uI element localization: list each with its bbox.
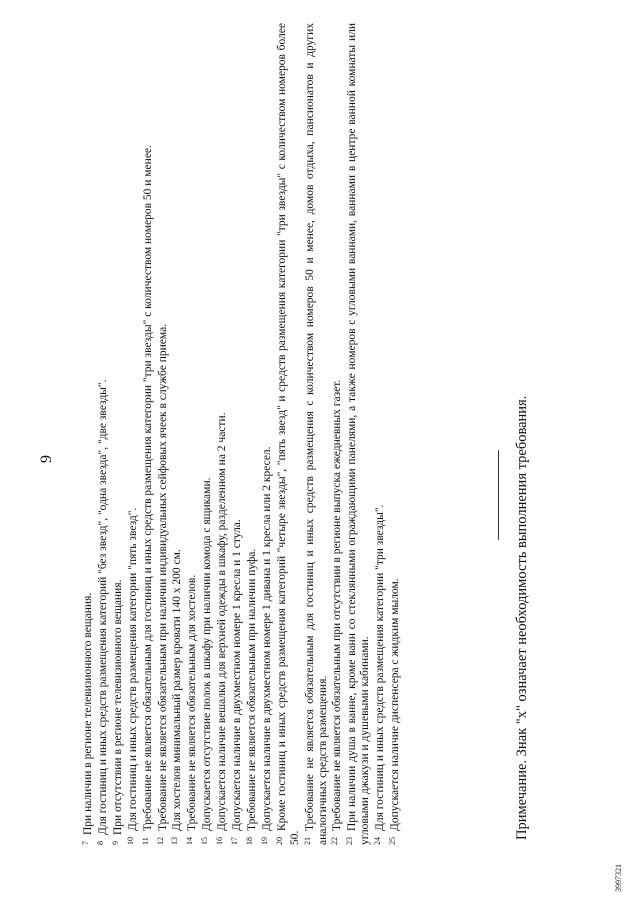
footnote-number: 21 (302, 837, 312, 845)
footnote-number: 23 (345, 837, 355, 845)
footnote-text: Требование не является обязательным для гостиниц и иных средств размещения с количеством номеров 50 и менее, домов отдыха, пансионатов и других аналогичных средств размещения. (303, 23, 329, 845)
footnote-number: 15 (200, 837, 210, 845)
footnote-number: 17 (230, 837, 240, 845)
footnotes-list (80, 23, 402, 845)
page-number: 9 (38, 455, 55, 463)
footnote-number: 18 (244, 837, 254, 845)
footnote-text: При отсутствии в регионе телевизионного вещания. (111, 579, 124, 835)
footnote-text: Допускается наличие в двухместном номере 1 дивана и 1 кресла или 2 кресел. (260, 446, 273, 831)
note-text: Примечание. Знак "х" означает необходимость выполнения требования. (514, 395, 530, 840)
footnote-text: Допускается наличие вешалки для верхней одежды в шкафу, разделенном на 2 части. (216, 412, 229, 831)
footnote-item (344, 23, 372, 845)
footnote-number: 12 (155, 837, 165, 845)
footnote-item (155, 23, 170, 845)
footnote-number: 8 (95, 841, 105, 845)
footnote-item (302, 23, 330, 845)
footnote-text: Для гостиниц и иных средств размещения категорий "без звезд", "одна звезда", "две звезды". (96, 379, 109, 835)
footnote-item (169, 23, 184, 845)
footnote-number: 11 (140, 837, 150, 845)
footnote-text: Требование не является обязательным при наличии индивидуальных сейфовых ячеек в службе приема. (156, 323, 169, 831)
footnote-text: При наличии в регионе телевизионного вещания. (82, 592, 94, 835)
footnote-text: Допускается наличие в двухместном номере 1 кресла и 1 стула. (231, 519, 244, 831)
footnote-number: 20 (274, 837, 284, 845)
footnote-number: 25 (388, 837, 398, 845)
footnote-text: Требование не является обязательным при отсутствии в регионе выпуска ежедневных газет. (331, 379, 344, 831)
footnote-item (184, 23, 199, 845)
footnote-item (229, 23, 244, 845)
footnote-text: Для гостиниц и иных средств размещения категории "пять звезд". (126, 507, 139, 831)
separator-line (498, 450, 499, 540)
footnote-number: 14 (185, 837, 195, 845)
footnote-item (125, 23, 140, 845)
footnote-text: Допускается наличие диспенсера с жидким мылом. (389, 578, 402, 831)
footnote-number: 7 (81, 841, 90, 845)
footnote-item (244, 23, 259, 845)
footnote-item (214, 23, 229, 845)
footnote-text: Требование не является обязательным для хостелов. (186, 574, 199, 831)
footnote-number: 22 (330, 837, 340, 845)
footnote-number: 16 (215, 837, 225, 845)
footnote-item (329, 23, 344, 845)
footnote-item (274, 23, 302, 845)
footnote-text: Для хостелов минимальный размер кровати 140 х 200 см. (171, 549, 184, 831)
footnote-item (372, 23, 387, 845)
footnote-text: Требование не является обязательным при наличии пуфа. (245, 548, 258, 831)
footnote-text: Допускается отсутствие полок в шкафу при наличии комода с ящиками. (201, 477, 214, 831)
footnote-text: Требование не является обязательным для гостиниц и иных средств размещения категории "три звезды" с количеством номеров 50 и менее. (141, 145, 154, 832)
footnote-text: Кроме гостиниц и иных средств размещения категорий "четыре звезды", "пять звезд" и средств размещения категории "три звезды" с количеством номеров более 50. (275, 23, 301, 845)
footnote-number: 9 (110, 841, 120, 845)
document-code: 3997321 (614, 864, 623, 892)
footnote-text: Для гостиниц и иных средств размещения категории "три звезды". (374, 504, 387, 831)
footnote-text: При наличии душа в ванне, кроме ванн со стеклянными ограждающими панелями, а также номеров с угловыми ваннами, ваннами в центре ванной комнаты или угловыми джакузи и душевыми кабинами. (346, 23, 372, 845)
footnote-item (80, 23, 95, 845)
footnote-number: 24 (373, 837, 383, 845)
footnote-item (110, 23, 125, 845)
footnote-number: 19 (259, 837, 269, 845)
footnote-number: 13 (170, 837, 180, 845)
footnote-item (95, 23, 110, 845)
footnote-item (259, 23, 274, 845)
footnote-item (140, 23, 155, 845)
footnote-item (387, 23, 402, 845)
footnote-number: 10 (125, 837, 135, 845)
rotated-page-content (10, 10, 630, 900)
footnote-item (199, 23, 214, 845)
